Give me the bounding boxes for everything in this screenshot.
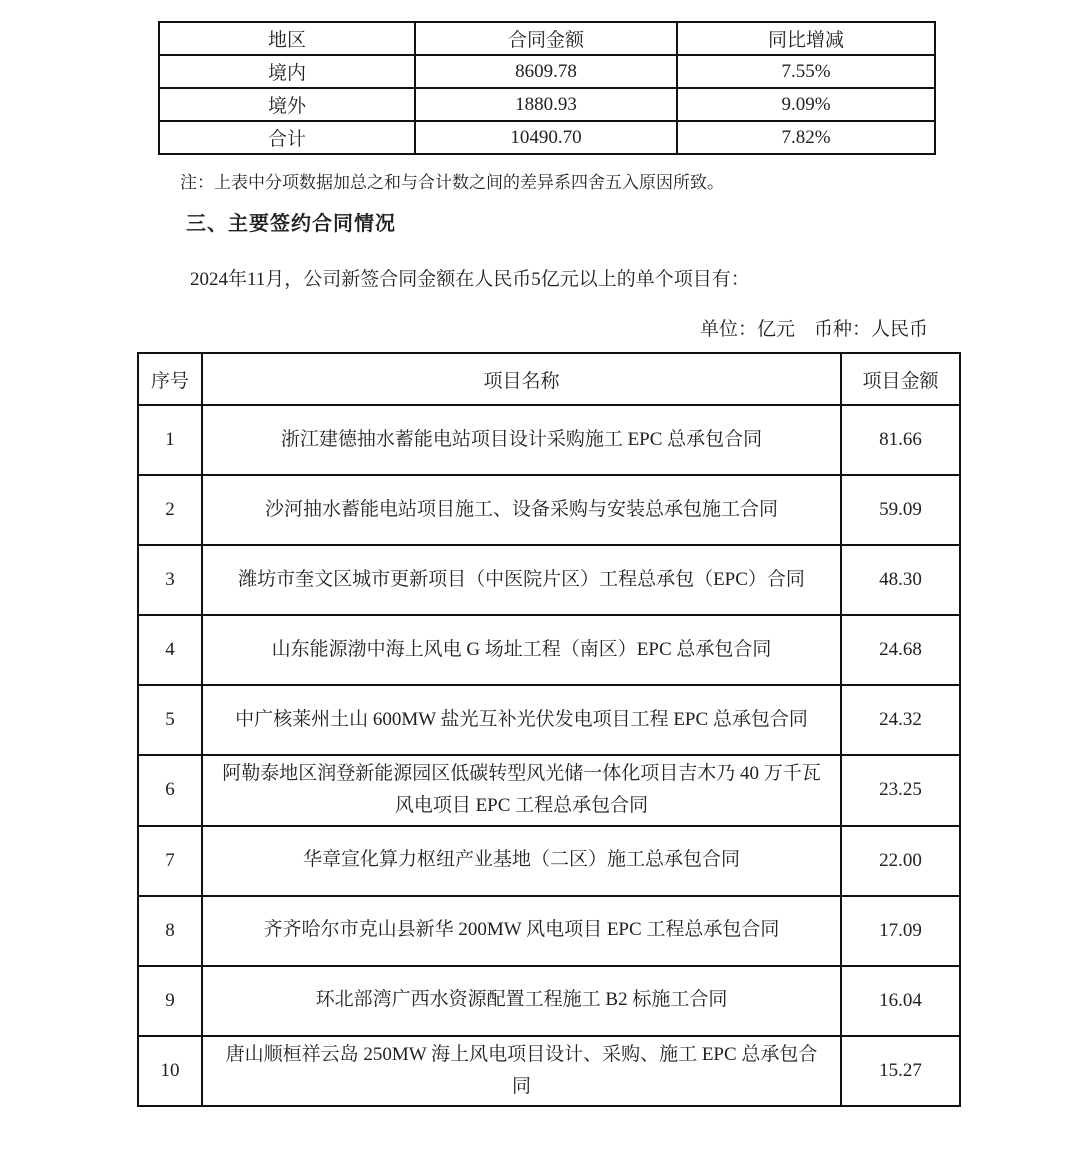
amount-cell: 10490.70 [415,121,677,154]
project-name-cell: 山东能源渤中海上风电 G 场址工程（南区）EPC 总承包合同 [202,615,841,685]
projects-table [137,352,961,1107]
serial-cell: 1 [138,405,202,475]
serial-cell: 3 [138,545,202,615]
project-amount-cell: 24.32 [841,685,960,755]
region-cell: 境外 [159,88,415,121]
project-name-cell: 唐山顺桓祥云岛 250MW 海上风电项目设计、采购、施工 EPC 总承包合同 [202,1036,841,1107]
serial-cell: 6 [138,755,202,826]
serial-col-header: 序号 [138,353,202,405]
serial-cell: 4 [138,615,202,685]
project-name-cell: 齐齐哈尔市克山县新华 200MW 风电项目 EPC 工程总承包合同 [202,896,841,966]
region-cell: 境内 [159,55,415,88]
project-amount-col-header: 项目金额 [841,353,960,405]
amount-cell: 8609.78 [415,55,677,88]
project-name-cell: 沙河抽水蓄能电站项目施工、设备采购与安装总承包施工合同 [202,475,841,545]
project-amount-cell: 16.04 [841,966,960,1036]
yoy-cell: 7.55% [677,55,935,88]
table-row [138,615,960,685]
rounding-note: 注：上表中分项数据加总之和与合计数之间的差异系四舍五入原因所致。 [180,173,724,192]
project-amount-cell: 17.09 [841,896,960,966]
project-amount-cell: 48.30 [841,545,960,615]
project-amount-cell: 24.68 [841,615,960,685]
table-row [159,121,935,154]
intro-paragraph: 2024年11月，公司新签合同金额在人民币5亿元以上的单个项目有： [190,269,750,290]
table-row [138,685,960,755]
project-name-col-header: 项目名称 [202,353,841,405]
project-name-cell: 潍坊市奎文区城市更新项目（中医院片区）工程总承包（EPC）合同 [202,545,841,615]
table-row [138,545,960,615]
serial-cell: 8 [138,896,202,966]
serial-cell: 10 [138,1036,202,1107]
unit-currency-line: 单位：亿元 币种：人民币 [699,319,928,340]
serial-cell: 2 [138,475,202,545]
project-amount-cell: 23.25 [841,755,960,826]
yoy-change-col-header: 同比增减 [677,22,935,55]
region-summary-table [158,21,936,155]
serial-cell: 5 [138,685,202,755]
table-row [159,55,935,88]
region-cell: 合计 [159,121,415,154]
table-row [138,405,960,475]
yoy-cell: 7.82% [677,121,935,154]
project-amount-cell: 59.09 [841,475,960,545]
region-table-header-row [159,22,935,55]
project-amount-cell: 22.00 [841,826,960,896]
project-amount-cell: 81.66 [841,405,960,475]
table-row [138,1036,960,1107]
project-amount-cell: 15.27 [841,1036,960,1107]
projects-table-header-row [138,353,960,405]
yoy-cell: 9.09% [677,88,935,121]
project-name-cell: 阿勒泰地区润登新能源园区低碳转型风光储一体化项目吉木乃 40 万千瓦风电项目 EPC 工程总承包合同 [202,755,841,826]
table-row [138,896,960,966]
amount-cell: 1880.93 [415,88,677,121]
table-row [138,826,960,896]
project-name-cell: 环北部湾广西水资源配置工程施工 B2 标施工合同 [202,966,841,1036]
table-row [138,475,960,545]
serial-cell: 9 [138,966,202,1036]
serial-cell: 7 [138,826,202,896]
table-row [138,966,960,1036]
project-name-cell: 中广核莱州土山 600MW 盐光互补光伏发电项目工程 EPC 总承包合同 [202,685,841,755]
project-name-cell: 华章宣化算力枢纽产业基地（二区）施工总承包合同 [202,826,841,896]
contract-amount-col-header: 合同金额 [415,22,677,55]
region-col-header: 地区 [159,22,415,55]
table-row [138,755,960,826]
table-row [159,88,935,121]
project-name-cell: 浙江建德抽水蓄能电站项目设计采购施工 EPC 总承包合同 [202,405,841,475]
section-heading: 三、主要签约合同情况 [186,213,396,235]
